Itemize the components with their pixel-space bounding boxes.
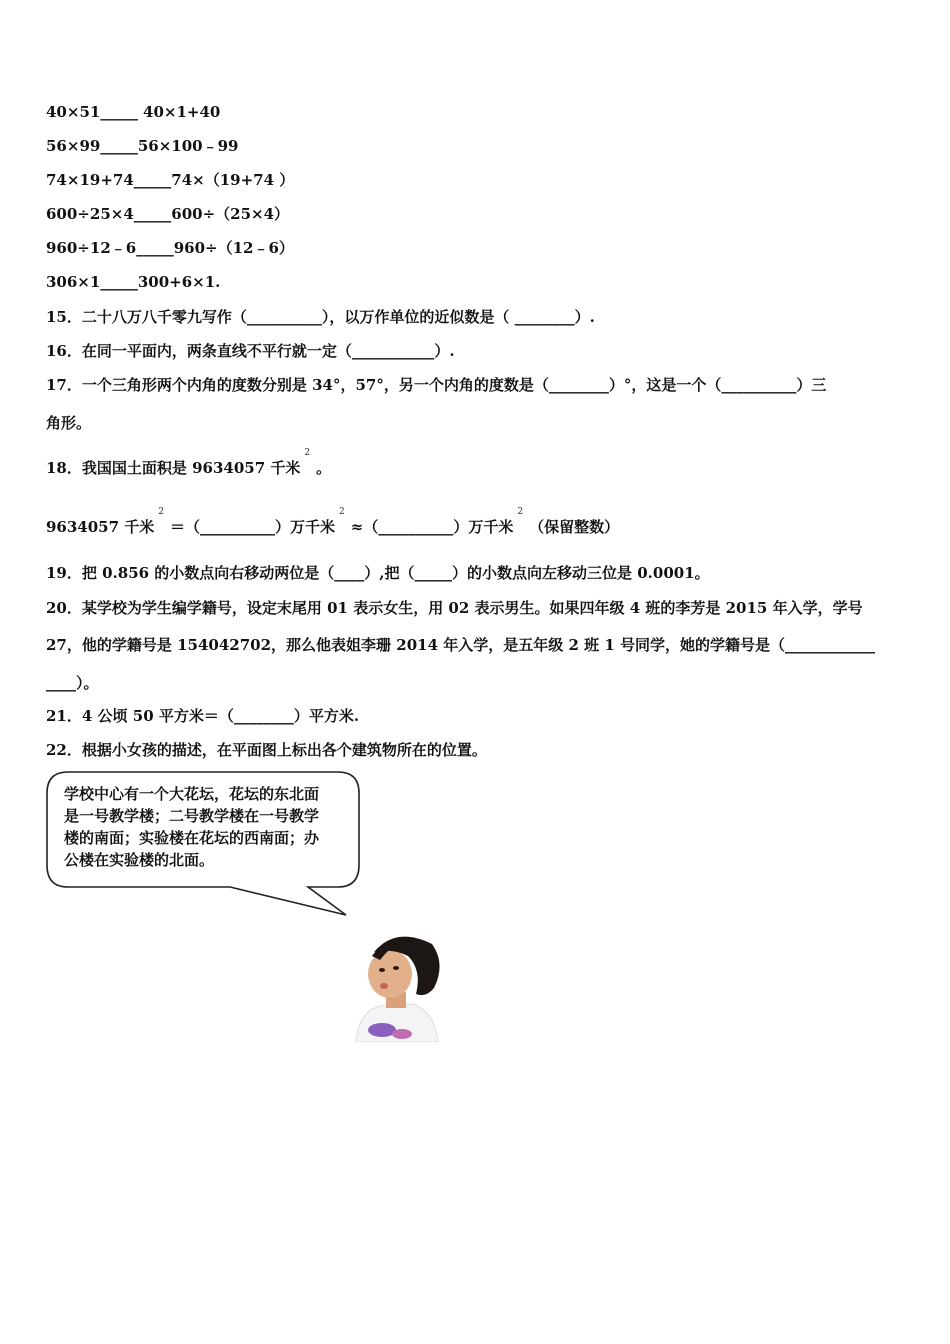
compare-line: 74×19+74_____74×（19+74 ） (46, 171, 295, 189)
question-21: 21．4 公顷 50 平方米＝（________）平方米. (46, 707, 360, 725)
q18-part-b: ＝（__________）万千米 (170, 518, 336, 536)
question-17-line1: 17．一个三角形两个内角的度数分别是 34°，57°，另一个内角的度数是（________）°，这是一个（__________）三 (46, 376, 827, 394)
question-20-line3: ____）。 (46, 674, 99, 692)
question-20-line2: 27，他的学籍号是 154042702，那么他表姐李珊 2014 年入学，是五年级 2 班 1 号同学，她的学籍号是（____________ (46, 636, 875, 654)
compare-line: 40×51_____ 40×1+40 (46, 103, 221, 121)
bubble-line: 学校中心有一个大花坛，花坛的东北面 (64, 785, 320, 803)
superscript: 2 (158, 507, 165, 517)
superscript: 2 (339, 507, 345, 517)
superscript: 2 (517, 507, 524, 517)
bubble-line: 是一号教学楼；二号教学楼在一号教学 (64, 807, 320, 825)
q18-end: 。 (316, 459, 332, 477)
superscript: 2 (304, 448, 311, 458)
question-19: 19．把 0.856 的小数点向右移动两位是（____）,把（_____）的小数点向左移动三位是 0.0001。 (46, 564, 710, 582)
question-17-line2: 角形。 (46, 414, 92, 432)
question-15: 15．二十八万八千零九写作（__________），以万作单位的近似数是（ ________）. (46, 308, 595, 326)
compare-line: 306×1_____300+6×1. (46, 273, 221, 291)
compare-line: 56×99_____56×100﹣99 (46, 137, 239, 155)
compare-line: 600÷25×4_____600÷（25×4） (46, 205, 290, 223)
bubble-line: 公楼在实验楼的北面。 (64, 851, 215, 869)
q18-text: 18．我国国土面积是 9634057 千米 (46, 459, 301, 477)
girl-illustration (346, 930, 446, 1042)
bubble-text (64, 783, 354, 871)
question-18-line2 (46, 507, 620, 540)
q18-part-d: （保留整数） (529, 518, 620, 536)
question-22: 22．根据小女孩的描述，在平面图上标出各个建筑物所在的位置。 (46, 741, 487, 759)
bubble-line: 楼的南面；实验楼在花坛的西南面；办 (64, 829, 320, 847)
q18-part-c: ≈（__________）万千米 (350, 518, 514, 536)
compare-line: 960÷12﹣6_____960÷（12﹣6） (46, 239, 294, 257)
question-18-line1 (46, 448, 332, 481)
question-20-line1: 20．某学校为学生编学籍号，设定末尾用 01 表示女生，用 02 表示男生。如果四年级 4 班的李芳是 2015 年入学，学号 (46, 599, 863, 617)
q18-part-a: 9634057 千米 (46, 518, 155, 536)
question-16: 16．在同一平面内，两条直线不平行就一定（___________）. (46, 342, 455, 360)
